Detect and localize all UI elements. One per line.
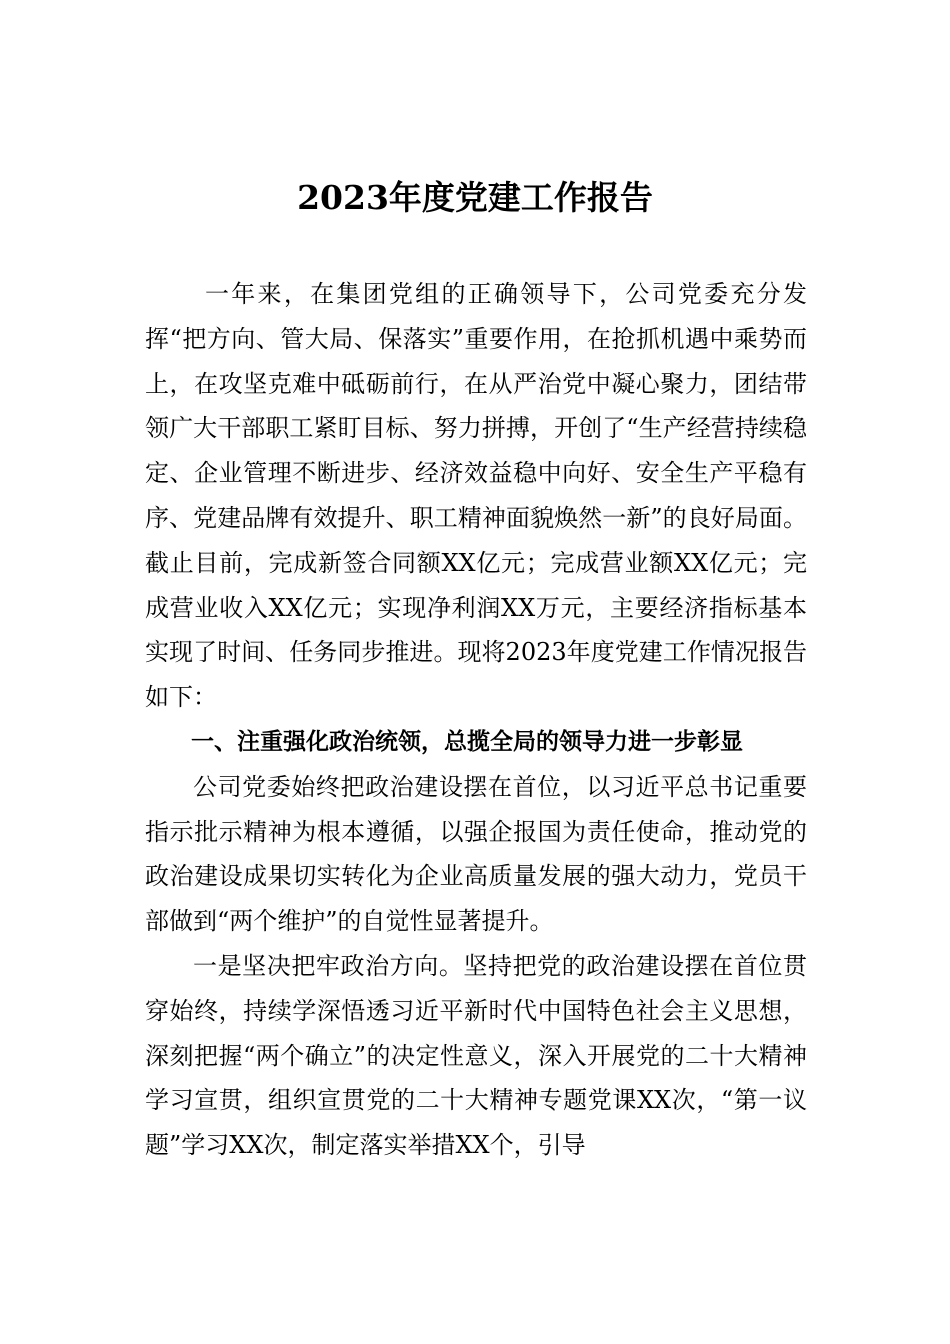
document-title: 2023年度党建工作报告 xyxy=(297,178,653,217)
body-paragraph: 一是坚决把牢政治方向。坚持把党的政治建设摆在首位贯穿始终，持续学深悟透习近平新时代中国特色社会主义思想，深刻把握“两个确立”的决定性意义，深入开展党的二十大精神学习宣贯，组织宣贯党的二十大精神专题党课XX次，“第一议题”学习XX次，制定落实举措XX个，引导 xyxy=(145,951,807,1160)
intro-paragraph: 一年来，在集团党组的正确领导下，公司党委充分发挥“把方向、管大局、保落实”重要作用，在抢抓机遇中乘势而上，在攻坚克难中砥砺前行，在从严治党中凝心聚力，团结带领广大干部职工紧盯目标、努力拼搏，开创了“生产经营持续稳定、企业管理不断进步、经济效益稳中向好、安全生产平稳有序、党建品牌有效提升、职工精神面貌焕然一新”的良好局面。截止目前，完成新签合同额XX亿元；完成营业额XX亿元；完成营业收入XX亿元；实现净利润XX万元，主要经济指标基本实现了时间、任务同步推进。现将2023年度党建工作情况报告如下： xyxy=(145,280,807,712)
body-paragraph: 公司党委始终把政治建设摆在首位，以习近平总书记重要指示批示精神为根本遵循，以强企报国为责任使命，推动党的政治建设成果切实转化为企业高质量发展的强大动力，党员干部做到“两个维护”的自觉性显著提升。 xyxy=(145,772,807,936)
section-heading: 一、注重强化政治统领，总揽全局的领导力进一步彰显 xyxy=(191,728,743,755)
document-body xyxy=(145,272,807,1168)
